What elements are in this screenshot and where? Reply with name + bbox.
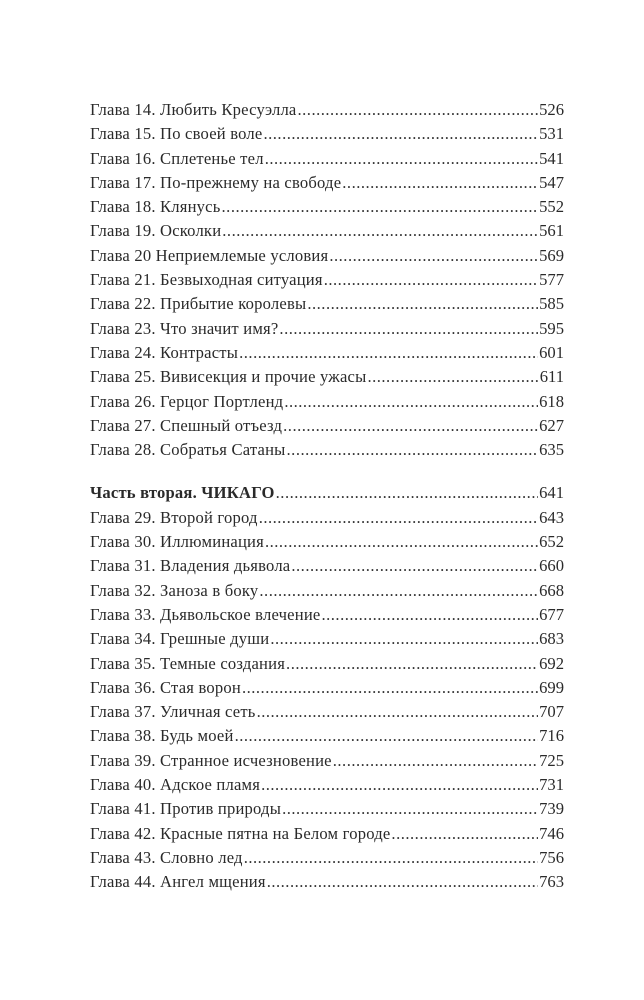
entry-title: Глава 27. Спешный отъезд	[90, 415, 283, 435]
entry-page-number: 677	[539, 604, 564, 624]
dot-leader	[329, 244, 538, 268]
dot-leader	[291, 554, 538, 578]
dot-leader	[286, 652, 538, 676]
dot-leader	[265, 147, 538, 171]
toc-entry	[90, 341, 564, 365]
dot-leader	[283, 414, 538, 438]
table-of-contents	[90, 98, 564, 895]
entry-page-number: 547	[539, 172, 564, 192]
dot-leader	[257, 700, 539, 724]
dot-leader	[321, 603, 538, 627]
entry-page-number: 577	[539, 270, 564, 290]
toc-entry	[90, 749, 564, 773]
entry-page-number: 569	[539, 245, 564, 265]
entry-page-number: 618	[539, 391, 564, 411]
toc-entry	[90, 603, 564, 627]
dot-leader	[333, 749, 538, 773]
entry-title: Глава 35. Темные создания	[90, 653, 286, 673]
dot-leader	[235, 724, 539, 748]
dot-leader	[265, 530, 538, 554]
entry-title: Глава 30. Иллюминация	[90, 532, 264, 552]
dot-leader	[261, 773, 538, 797]
entry-title: Глава 31. Владения дьявола	[90, 556, 291, 576]
entry-title: Глава 34. Грешные души	[90, 629, 270, 649]
entry-page-number: 635	[539, 440, 564, 460]
entry-title: Глава 43. Словно лед	[90, 847, 243, 867]
dot-leader	[222, 219, 538, 243]
toc-entry	[90, 700, 564, 724]
toc-entry	[90, 147, 564, 171]
toc-entry	[90, 219, 564, 243]
entry-page-number: 541	[539, 148, 564, 168]
toc-entry	[90, 244, 564, 268]
toc-entry	[90, 414, 564, 438]
dot-leader	[259, 579, 538, 603]
dot-leader	[279, 317, 538, 341]
entry-title: Глава 24. Контрасты	[90, 342, 239, 362]
dot-leader	[298, 98, 539, 122]
toc-entry	[90, 676, 564, 700]
entry-page-number: 585	[539, 294, 564, 314]
entry-page-number: 601	[539, 342, 564, 362]
entry-page-number: 531	[539, 124, 564, 144]
dot-leader	[284, 390, 538, 414]
dot-leader	[267, 870, 538, 894]
toc-entry	[90, 171, 564, 195]
entry-title: Глава 19. Осколки	[90, 221, 222, 241]
entry-title: Глава 15. По своей воле	[90, 124, 263, 144]
entry-title: Часть вторая. ЧИКАГО	[90, 483, 275, 503]
entry-title: Глава 41. Против природы	[90, 799, 282, 819]
entry-title: Глава 20 Неприемлемые условия	[90, 245, 329, 265]
toc-entry	[90, 530, 564, 554]
entry-title: Глава 25. Вивисекция и прочие ужасы	[90, 367, 367, 387]
entry-title: Глава 21. Безвыходная ситуация	[90, 270, 323, 290]
entry-title: Глава 33. Дьявольское влечение	[90, 604, 321, 624]
entry-page-number: 731	[539, 775, 564, 795]
entry-page-number: 652	[539, 532, 564, 552]
entry-title: Глава 44. Ангел мщения	[90, 872, 266, 892]
toc-entry	[90, 822, 564, 846]
entry-title: Глава 14. Любить Кресуэлла	[90, 100, 297, 119]
entry-title: Глава 42. Красные пятна на Белом городе	[90, 823, 391, 843]
entry-title: Глава 26. Герцог Портленд	[90, 391, 284, 411]
toc-entry	[90, 365, 564, 389]
dot-leader	[287, 438, 539, 462]
entry-page-number: 611	[539, 367, 564, 387]
toc-entry	[90, 195, 564, 219]
toc-entry	[90, 554, 564, 578]
entry-title: Глава 16. Сплетенье тел	[90, 148, 264, 168]
entry-page-number: 668	[539, 580, 564, 600]
toc-group-part-two	[90, 481, 564, 894]
toc-part-heading	[90, 481, 564, 505]
dot-leader	[307, 292, 538, 316]
entry-title: Глава 29. Второй город	[90, 507, 258, 527]
toc-entry	[90, 268, 564, 292]
entry-page-number: 699	[539, 677, 564, 697]
dot-leader	[367, 365, 538, 389]
entry-page-number: 746	[539, 823, 564, 843]
entry-title: Глава 28. Собратья Сатаны	[90, 440, 286, 460]
dot-leader	[259, 506, 538, 530]
toc-entry	[90, 652, 564, 676]
entry-page-number: 641	[539, 483, 564, 503]
dot-leader	[244, 846, 538, 870]
entry-title: Глава 23. Что значит имя?	[90, 318, 279, 338]
toc-group-part-one	[90, 98, 564, 462]
toc-entry	[90, 579, 564, 603]
toc-entry	[90, 438, 564, 462]
dot-leader	[342, 171, 538, 195]
entry-page-number: 716	[539, 726, 564, 746]
toc-entry	[90, 797, 564, 821]
entry-page-number: 643	[539, 507, 564, 527]
dot-leader	[222, 195, 539, 219]
entry-title: Глава 40. Адское пламя	[90, 775, 261, 795]
entry-page-number: 595	[539, 318, 564, 338]
dot-leader	[242, 676, 538, 700]
dot-leader	[391, 822, 538, 846]
toc-entry	[90, 506, 564, 530]
toc-entry	[90, 773, 564, 797]
dot-leader	[239, 341, 538, 365]
entry-page-number: 526	[539, 100, 564, 119]
toc-entry	[90, 846, 564, 870]
toc-entry	[90, 98, 564, 122]
entry-title: Глава 17. По-прежнему на свободе	[90, 172, 342, 192]
entry-page-number: 763	[539, 872, 564, 892]
dot-leader	[324, 268, 538, 292]
toc-entry	[90, 292, 564, 316]
entry-page-number: 561	[539, 221, 564, 241]
entry-title: Глава 32. Заноза в боку	[90, 580, 259, 600]
entry-page-number: 725	[539, 750, 564, 770]
entry-page-number: 660	[539, 556, 564, 576]
dot-leader	[270, 627, 538, 651]
entry-title: Глава 37. Уличная сеть	[90, 702, 256, 722]
toc-entry	[90, 122, 564, 146]
entry-page-number: 552	[539, 197, 564, 217]
entry-page-number: 707	[539, 702, 564, 722]
toc-entry	[90, 724, 564, 748]
entry-title: Глава 22. Прибытие королевы	[90, 294, 307, 314]
entry-page-number: 627	[539, 415, 564, 435]
dot-leader	[263, 122, 538, 146]
entry-page-number: 692	[539, 653, 564, 673]
toc-entry	[90, 627, 564, 651]
dot-leader	[282, 797, 538, 821]
toc-entry	[90, 870, 564, 894]
entry-title: Глава 18. Клянусь	[90, 197, 221, 217]
dot-leader	[276, 481, 538, 505]
toc-entry	[90, 390, 564, 414]
entry-title: Глава 36. Стая ворон	[90, 677, 241, 697]
entry-page-number: 756	[539, 847, 564, 867]
entry-title: Глава 39. Странное исчезновение	[90, 750, 332, 770]
toc-entry	[90, 317, 564, 341]
entry-title: Глава 38. Будь моей	[90, 726, 234, 746]
entry-page-number: 683	[539, 629, 564, 649]
entry-page-number: 739	[539, 799, 564, 819]
